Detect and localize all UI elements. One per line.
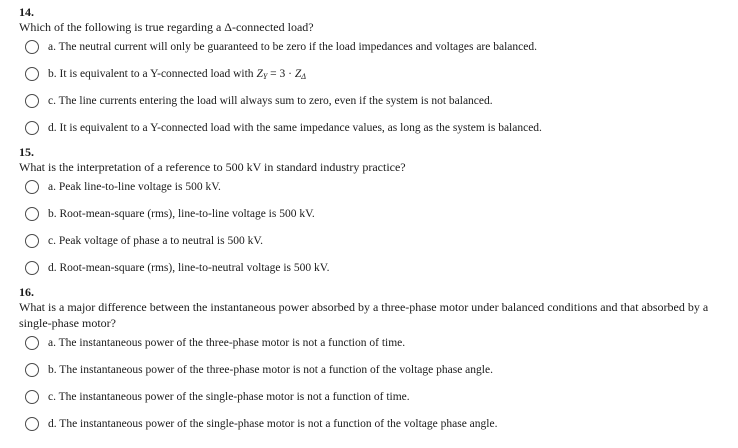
- option-label: d. The instantaneous power of the single-phase motor is not a function of the voltage phase angle.: [48, 418, 498, 430]
- question-number: 15.: [19, 145, 34, 159]
- option-15c[interactable]: [25, 231, 263, 251]
- radio-button[interactable]: [25, 67, 39, 81]
- radio-button[interactable]: [25, 40, 39, 54]
- option-15d[interactable]: [25, 258, 329, 278]
- option-15a[interactable]: [25, 177, 221, 197]
- question-15: [19, 145, 719, 175]
- option-label: c. The line currents entering the load will always sum to zero, even if the system is not balanced.: [48, 95, 493, 107]
- question-number: 16.: [19, 285, 34, 299]
- option-label: d. It is equivalent to a Y-connected load with the same impedance values, as long as the system is balanced.: [48, 122, 542, 134]
- option-14c[interactable]: [25, 91, 493, 111]
- option-14a[interactable]: [25, 37, 537, 57]
- option-14b[interactable]: [25, 64, 306, 84]
- option-label: b. It is equivalent to a Y-connected load with $Z_Y = 3 \cdot Z_\Delta$: [48, 67, 306, 81]
- question-number: 14.: [19, 5, 34, 19]
- option-label: b. The instantaneous power of the three-phase motor is not a function of the voltage phase angle.: [48, 364, 493, 376]
- option-label: a. The instantaneous power of the three-phase motor is not a function of time.: [48, 337, 406, 349]
- question-text-line-2: single-phase motor?: [19, 316, 116, 330]
- question-text-line-1: What is a major difference between the instantaneous power absorbed by a three-phase motor under balanced conditions and that absorbed by a: [19, 300, 709, 314]
- option-label: c. Peak voltage of phase a to neutral is 500 kV.: [48, 235, 264, 247]
- option-label: c. The instantaneous power of the single-phase motor is not a function of time.: [48, 391, 410, 403]
- option-16a[interactable]: [25, 333, 405, 353]
- option-16d[interactable]: [25, 414, 497, 434]
- radio-button[interactable]: [25, 180, 39, 194]
- option-14d[interactable]: [25, 118, 542, 138]
- option-15b[interactable]: [25, 204, 315, 224]
- radio-button[interactable]: [25, 121, 39, 135]
- option-label: d. Root-mean-square (rms), line-to-neutral voltage is 500 kV.: [48, 262, 330, 274]
- question-16: [19, 285, 719, 331]
- radio-button[interactable]: [25, 234, 39, 248]
- radio-button[interactable]: [25, 417, 39, 431]
- radio-button[interactable]: [25, 94, 39, 108]
- option-label: a. Peak line-to-line voltage is 500 kV.: [48, 181, 221, 193]
- radio-button[interactable]: [25, 336, 39, 350]
- option-label: a. The neutral current will only be guaranteed to be zero if the load impedances and voltages are balanced.: [48, 41, 537, 53]
- option-16b[interactable]: [25, 360, 493, 380]
- radio-button[interactable]: [25, 207, 39, 221]
- question-text: What is the interpretation of a reference to 500 kV in standard industry practice?: [19, 160, 406, 174]
- radio-button[interactable]: [25, 261, 39, 275]
- question-text: Which of the following is true regarding a Δ-connected load?: [19, 20, 314, 34]
- radio-button[interactable]: [25, 363, 39, 377]
- option-16c[interactable]: [25, 387, 410, 407]
- radio-button[interactable]: [25, 390, 39, 404]
- question-14: [19, 5, 719, 35]
- option-label: b. Root-mean-square (rms), line-to-line voltage is 500 kV.: [48, 208, 315, 220]
